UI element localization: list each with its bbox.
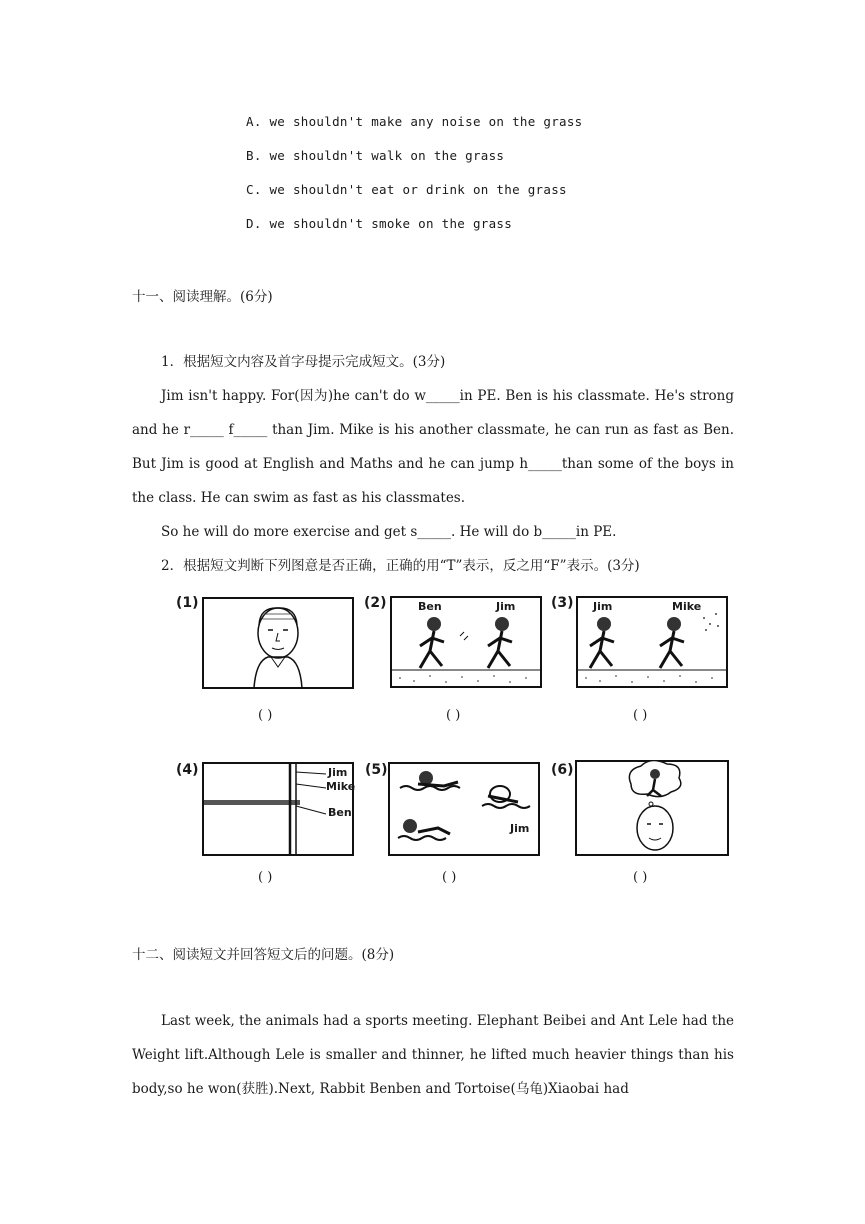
picture-4-number: (4) <box>176 762 199 778</box>
picture-5-answer: ( ) <box>442 870 457 885</box>
picture-4-name-ben: Ben <box>328 806 352 819</box>
option-d: D. we shouldn't smoke on the grass <box>246 216 513 231</box>
option-a: A. we shouldn't make any noise on the grass <box>246 114 583 129</box>
section-12-paragraph: Last week, the animals had a sports meeting. Elephant Beibei and Ant Lele had the Weight lift.Although Lele is smaller and thinner, he lifted much heavier things than his body,so he won(获胜).Next, Rabbit Benben and Tortoise(乌龟)Xiaobai had <box>132 1013 734 1097</box>
picture-3-answer: ( ) <box>633 708 648 723</box>
q1-paragraph-2: So he will do more exercise and get s_____. He will do b_____in PE. <box>161 524 617 540</box>
picture-2-number: (2) <box>364 595 387 611</box>
picture-2-name-ben: Ben <box>418 600 442 613</box>
picture-4-name-mike: Mike <box>326 780 356 793</box>
picture-6-answer: ( ) <box>633 870 648 885</box>
q2-title: 2．根据短文判断下列图意是否正确，正确的用“T”表示，反之用“F”表示。(3分) <box>161 558 640 574</box>
picture-5-name-jim: Jim <box>510 822 530 835</box>
picture-3-name-mike: Mike <box>672 600 702 613</box>
picture-2-running <box>390 596 542 688</box>
picture-1-number: (1) <box>176 595 199 611</box>
option-b: B. we shouldn't walk on the grass <box>246 148 505 163</box>
q1-title: 1．根据短文内容及首字母提示完成短文。(3分) <box>161 354 446 370</box>
picture-1-boy-face <box>202 597 354 689</box>
picture-2-answer: ( ) <box>446 708 461 723</box>
picture-5-swimming <box>388 762 540 856</box>
picture-6-number: (6) <box>551 762 574 778</box>
section-11-question-1 <box>132 345 734 583</box>
picture-4-answer: ( ) <box>258 870 273 885</box>
picture-3-number: (3) <box>551 595 574 611</box>
picture-3-name-jim: Jim <box>593 600 613 613</box>
picture-5-number: (5) <box>365 762 388 778</box>
picture-6-thinking <box>575 760 729 856</box>
section-12-passage <box>132 1004 734 1106</box>
section-11-heading: 十一、阅读理解。(6分) <box>132 289 273 305</box>
q1-paragraph-1: Jim isn't happy. For(因为)he can't do w_____in PE. Ben is his classmate. He's strong and he r_____ f_____ than Jim. Mike is his another classmate, he can run as fast as Ben. But Jim is good at English and Maths and he can jump h_____than some of the boys in the class. He can swim as fast as his classmates. <box>132 388 734 506</box>
picture-2-name-jim: Jim <box>496 600 516 613</box>
option-c: C. we shouldn't eat or drink on the grass <box>246 182 567 197</box>
picture-1-answer: ( ) <box>258 708 273 723</box>
section-12-heading: 十二、阅读短文并回答短文后的问题。(8分) <box>132 947 395 963</box>
picture-4-name-jim: Jim <box>328 766 348 779</box>
